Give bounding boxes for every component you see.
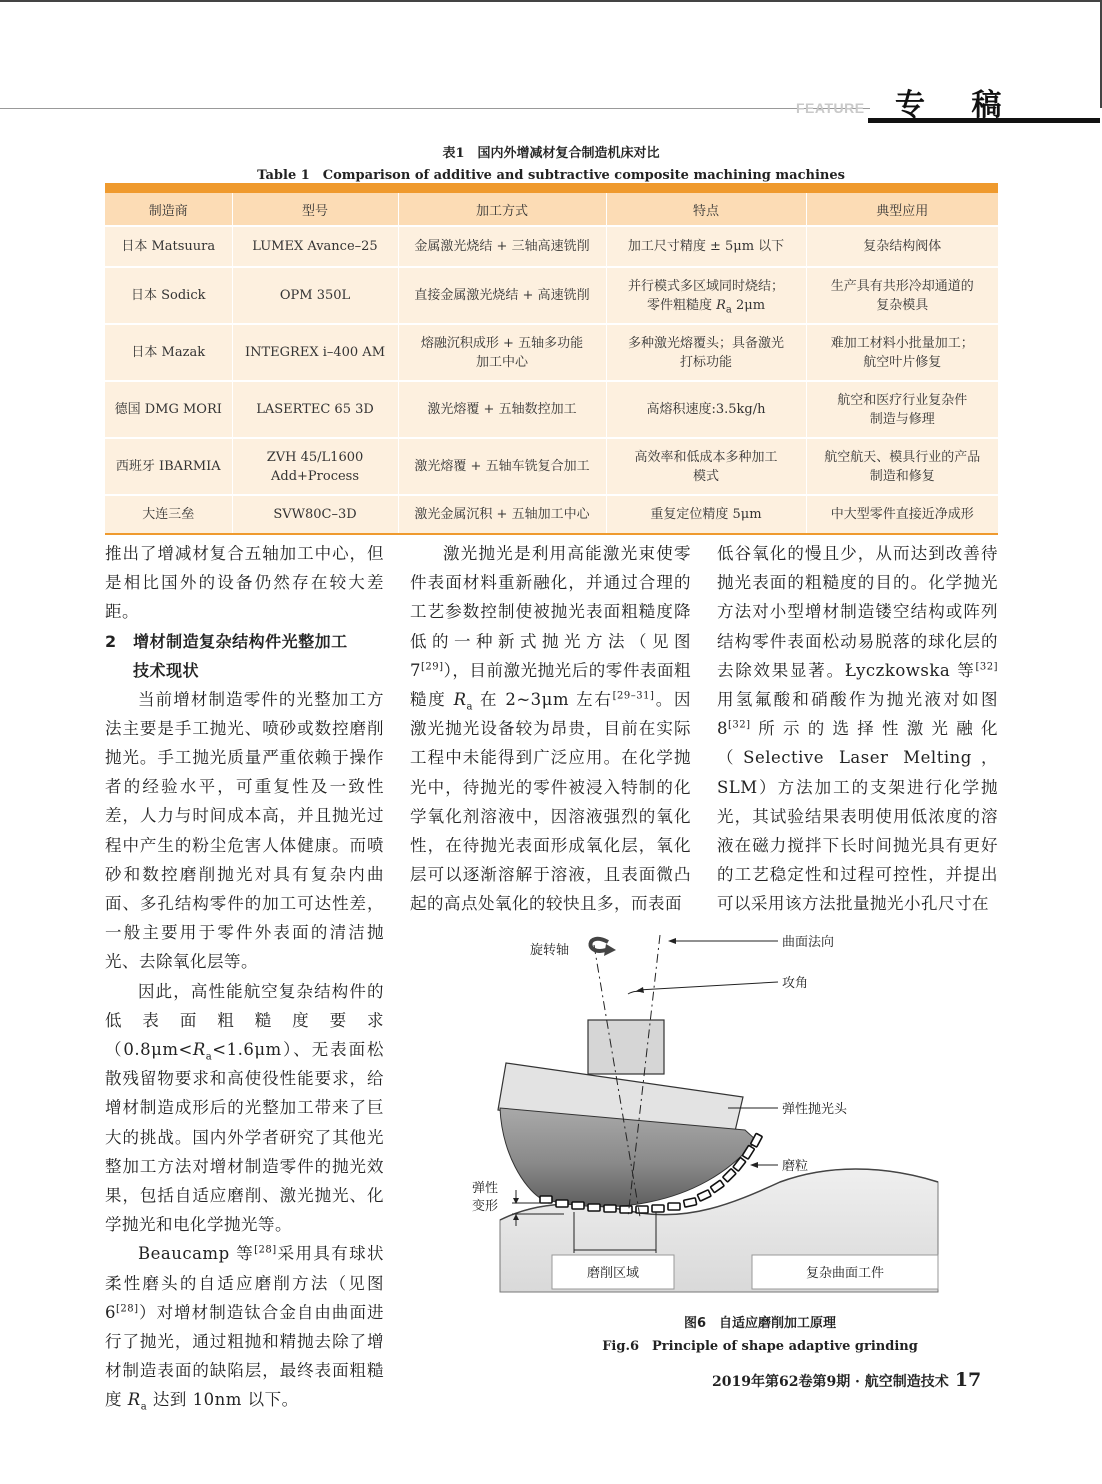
- column-3: [717, 539, 998, 919]
- ra-symbol: R: [453, 690, 467, 710]
- table-cell: ZVH 45/L1600 Add+Process: [232, 438, 398, 495]
- text-span: <1.6μm）、无表面松散残留物要求和高使役性能要求，给增材制造成形后的光整加工带来了巨大的挑战。国内外学者研究了其他光整加工方法对增材制造零件的抛光效果，包括自适应磨削、激光抛光、化学抛光和电化学抛光等。: [105, 1040, 384, 1235]
- table-cell: 航空航天、模具行业的产品 制造和修复: [806, 438, 998, 495]
- paragraph: [717, 539, 998, 919]
- table-cell: 熔融沉积成形 + 五轴多功能 加工中心: [398, 324, 606, 381]
- table-cell: 难加工材料小批量加工； 航空叶片修复: [806, 324, 998, 381]
- arrow-icon: [750, 1162, 758, 1168]
- table-row: [105, 267, 998, 324]
- table-caption-zh: 表1 国内外增减材复合制造机床对比: [442, 146, 660, 161]
- paragraph: 当前增材制造零件的光整加工方法主要是手工抛光、喷砂或数控磨削抛光。手工抛光质量严重依赖于操作者的经验水平，可重复性及一致性差，人力与时间成本高，并且抛光过程中产生的粉尘危害人体健康。而喷砂和数控磨削抛光对具有复杂内曲面、多孔结构零件的加工可达性差，一般主要用于零件外表面的清洁抛光、去除氧化层等。: [105, 689, 384, 972]
- label-elastic-deform-2: 变形: [472, 1199, 499, 1214]
- table-cell: 激光熔覆 + 五轴数控加工: [398, 381, 606, 438]
- label-workpiece: 复杂曲面工件: [805, 1266, 885, 1281]
- table-caption-en: Table 1 Comparison of additive and subtractive composite machining machines: [257, 168, 845, 183]
- table-cell: SVW80C–3D: [232, 495, 398, 534]
- section-heading: 2 增材制造复杂结构件光整加工: [105, 631, 348, 651]
- table-cell: 多种激光熔覆头；具备激光 打标功能: [606, 324, 806, 381]
- label-elastic-head: 弹性抛光头: [782, 1102, 848, 1117]
- table-cell: 日本 Mazak: [105, 324, 232, 381]
- ra-symbol: R: [716, 297, 726, 313]
- citation: [28]: [254, 1244, 277, 1256]
- table-cell: 金属激光烧结 + 三轴高速铣削: [398, 226, 606, 267]
- citation: [32]: [975, 661, 998, 673]
- table-cell: 大连三垒: [105, 495, 232, 534]
- table-header-cell: 加工方式: [398, 193, 606, 226]
- ra-subscript: a: [725, 304, 732, 316]
- label-grind-zone: 磨削区域: [586, 1266, 640, 1281]
- table-header-cell: 制造商: [105, 193, 232, 226]
- ra-subscript: a: [140, 1401, 148, 1413]
- table-cell: 中大型零件直接近净成形: [806, 495, 998, 534]
- footer-journal: 2019年第62卷第9期 · 航空制造技术: [712, 1374, 949, 1390]
- table-cell: 高熔积速度:3.5kg/h: [606, 381, 806, 438]
- ra-subscript: a: [205, 1051, 213, 1063]
- label-rotation-axis: 旋转轴: [530, 943, 570, 958]
- table-header-cell: 特点: [606, 193, 806, 226]
- citation: [32]: [728, 719, 751, 731]
- text-span: ），目前激光抛光后的零件表面粗糙度: [410, 660, 691, 710]
- section-heading-cont: 技术现状: [133, 660, 200, 680]
- paragraph: [410, 539, 691, 919]
- comparison-table: [105, 183, 998, 535]
- arrow-icon: [668, 938, 676, 944]
- header-feature: FEATURE: [796, 100, 865, 116]
- text-span: 所示的选择性激光融化（Selective Laser Melting，SLM）方法加工的支架进行化学抛光，其试验结果表明使用低浓度的溶液在磁力搅拌下长时间抛光具有更好的工艺稳定性和过程可控性，并提出可以采用该方法批量抛光小孔尺寸在: [717, 719, 998, 914]
- table-header-cell: 型号: [232, 193, 398, 226]
- top-rule: [0, 0, 1102, 2]
- text-span: 达到 10nm 以下。: [152, 1390, 299, 1410]
- page-footer: [712, 1369, 981, 1391]
- table-cell: LASERTEC 65 3D: [232, 381, 398, 438]
- citation: [29]: [421, 661, 444, 673]
- label-surface-normal: 曲面法向: [782, 935, 835, 950]
- table-cell: 西班牙 IBARMIA: [105, 438, 232, 495]
- figure-caption-en: Fig.6 Principle of shape adaptive grinding: [602, 1339, 918, 1354]
- paragraph: [105, 977, 384, 1240]
- table-cell: 日本 Sodick: [105, 267, 232, 324]
- table-header-cell: 典型应用: [806, 193, 998, 226]
- text-span: 采用具有球状柔性磨头的自适应磨削方法（见图 6: [105, 1244, 384, 1322]
- text-span: ）对增材制造钛合金自由曲面进行了抛光，通过粗抛和精抛去除了增材制造表面的缺陷层，最终表面粗糙度: [105, 1302, 384, 1410]
- text-span: 用氢氟酸和硝酸作为抛光液对如图 8: [717, 690, 998, 739]
- table-cell: LUMEX Avance–25: [232, 226, 398, 267]
- table-cell: 航空和医疗行业复杂件 制造与修理: [806, 381, 998, 438]
- table-cell: 激光熔覆 + 五轴车铣复合加工: [398, 438, 606, 495]
- text-span: 激光抛光是利用高能激光束使零件表面材料重新融化，并通过合理的工艺参数控制使被抛光表面粗糙度降低的一种新式抛光方法（见图 7: [410, 544, 691, 680]
- table-row: [105, 324, 998, 381]
- table-cell: 激光金属沉积 + 五轴加工中心: [398, 495, 606, 534]
- table-cell: 重复定位精度 5μm: [606, 495, 806, 534]
- label-elastic-deform-1: 弹性: [472, 1181, 499, 1196]
- figure-caption-zh: 图6 自适应磨削加工原理: [683, 1316, 837, 1331]
- header-line: [0, 108, 870, 109]
- arrow-icon: [636, 987, 644, 993]
- ra-subscript: a: [466, 701, 474, 713]
- text-span: 在 2~3μm 左右: [480, 690, 613, 710]
- figure-6-diagram: [460, 920, 1000, 1300]
- table-top-bar: [105, 183, 998, 193]
- table-cell-roughness: 并行模式多区域同时烧结； 零件粗糙度 $R_a$ 2μm: [606, 267, 806, 324]
- citation: [29–31]: [612, 690, 655, 702]
- header-section-title: 专 稿: [895, 88, 1020, 123]
- rotation-arrow-head: [604, 944, 616, 956]
- table-cell: 直接金属激光烧结 + 高速铣削: [398, 267, 606, 324]
- text-span: Beaucamp 等: [138, 1244, 255, 1264]
- table-row: [105, 381, 998, 438]
- ra-symbol: R: [127, 1390, 141, 1410]
- leader-attack-angle: [638, 982, 778, 990]
- table-cell: 加工尺寸精度 ± 5μm 以下: [606, 226, 806, 267]
- text-span: 。因激光抛光设备较为昂贵，目前在实际工程中未能得到广泛应用。在化学抛光中，待抛光的零件被浸入特制的化学氧化剂溶液中，因溶液强烈的氧化性，在待抛光表面形成氧化层，氧化层可以逐渐溶解于溶液，且表面微凸起的高点处氧化的较快且多，而表面: [410, 690, 691, 914]
- column-2: [410, 539, 691, 919]
- table-cell: OPM 350L: [232, 267, 398, 324]
- table-cell: 生产具有共形冷却通道的 复杂模具: [806, 267, 998, 324]
- table-row: [105, 226, 998, 267]
- label-abrasive: 磨粒: [782, 1159, 809, 1174]
- spindle-block: [588, 1020, 664, 1074]
- page-number: 17: [954, 1369, 982, 1391]
- table-cell: 日本 Matsuura: [105, 226, 232, 267]
- table-header-row: [105, 193, 998, 226]
- table-cell: 高效率和低成本多种加工 模式: [606, 438, 806, 495]
- table-cell: 复杂结构阀体: [806, 226, 998, 267]
- table-row: [105, 438, 998, 495]
- label-attack-angle: 攻角: [782, 976, 809, 991]
- table-row: [105, 495, 998, 534]
- ra-symbol: R: [192, 1040, 206, 1060]
- paragraph: [105, 1239, 384, 1414]
- citation: [28]: [116, 1303, 139, 1315]
- table-cell: 德国 DMG MORI: [105, 381, 232, 438]
- table-cell: INTEGREX i–400 AM: [232, 324, 398, 381]
- text-span: 低谷氧化的慢且少，从而达到改善待抛光表面的粗糙度的目的。化学抛光方法对小型增材制造镂空结构或阵列结构零件表面松动易脱落的球化层的去除效果显著。Łyczkowska 等: [717, 544, 998, 680]
- paragraph: 推出了增减材复合五轴加工中心，但是相比国外的设备仍然存在较大差距。: [105, 544, 384, 622]
- text-span: 因此，高性能航空复杂结构件的低表面粗糙度要求（0.8μm<: [105, 981, 384, 1060]
- column-1: [105, 539, 384, 1415]
